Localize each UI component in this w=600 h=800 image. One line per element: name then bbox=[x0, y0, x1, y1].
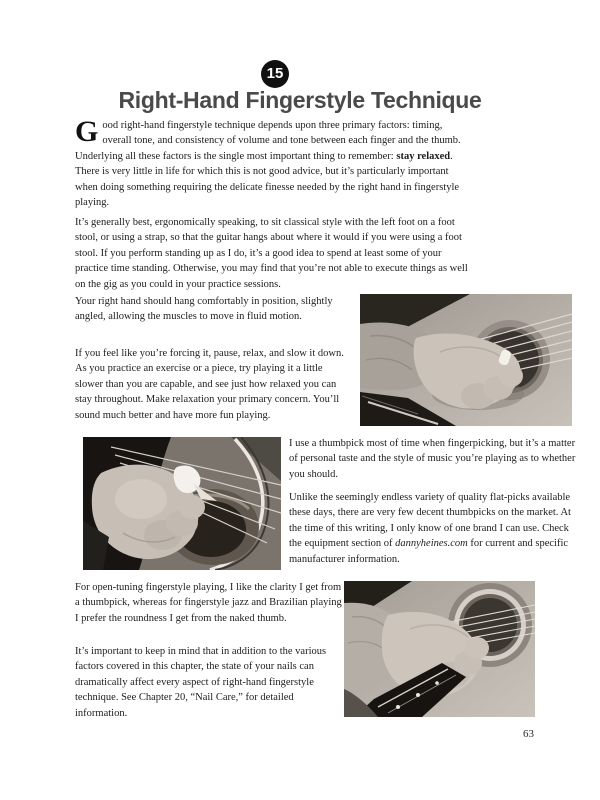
open-tuning-paragraph: For open-tuning fingerstyle playing, I like the clarity I get from a thumbpick, whereas for fingerstyle jazz and Brazilian playing I prefer the roundness I get from the naked thumb. bbox=[75, 582, 342, 624]
thumbpick-preference-paragraph: I use a thumbpick most of time when fingerpicking, but it’s a matter of personal taste and the style of music you’re playing as to whether you should. bbox=[289, 438, 576, 480]
photo-hand-at-fretboard bbox=[344, 581, 535, 717]
intro-text-after-bold: . There is very little in life for which this is not good advice, but it’s particularly important when doing something requiring the delicate finesse needed by the right hand in fingerstyle playing. bbox=[75, 150, 460, 209]
nail-care-note-paragraph: It’s important to keep in mind that in addition to the various factors covered in this chapter, the state of your nails can dramatically affect every aspect of right-hand fingerstyle technique. See Chapter 20, “Nail Care,” for detailed information. bbox=[75, 646, 327, 719]
intro-stay-relaxed-paragraph bbox=[75, 115, 471, 210]
thumbpick-availability-paragraph bbox=[289, 490, 576, 567]
photo-thumbpick-closeup-illustration bbox=[83, 437, 281, 570]
photo-thumbpick-closeup bbox=[83, 437, 281, 570]
photo-hand-over-soundhole bbox=[360, 294, 572, 426]
page-number: 63 bbox=[523, 728, 534, 740]
chapter-number-badge bbox=[261, 60, 289, 88]
relaxation-paragraph: If you feel like you’re forcing it, pause, relax, and slow it down. As you practice an exercise or a piece, try playing it a little slower than you are capable, and see just how relaxed you can stay throughout. Make relaxation your primary concern. You’ll sound much better and have more fun playing. bbox=[75, 348, 344, 421]
photo-hand-over-soundhole-illustration bbox=[360, 294, 572, 426]
website-mention: dannyheines.com bbox=[395, 538, 468, 550]
page-title: Right-Hand Fingerstyle Technique bbox=[118, 87, 482, 113]
intro-text-before-bold: ood right-hand fingerstyle technique depends upon three primary factors: timing, overall tone, and consistency of volume and tone between each finger and the thumb. Underlying all these factors is the single most important thing to remember: bbox=[75, 120, 461, 162]
posture-paragraph: It’s generally best, ergonomically speaking, to sit classical style with the left foot on a foot stool, or using a strap, so that the guitar hangs about where it would if you were using a foot stool. If you perform standing up as I do, it’s a good idea to spend at least some of your practice time standing. Otherwise, you may find that you’re not able to execute things as well on the gig as you could in your practice sessions. bbox=[75, 217, 468, 290]
stay-relaxed-emphasis: stay relaxed bbox=[396, 150, 451, 162]
photo-hand-at-fretboard-illustration bbox=[344, 581, 535, 717]
brands-text-before-italic: Unlike the seemingly endless variety of quality flat-picks available these days, there are very few decent thumbpicks on the market. At the time of this writing, I only know of one brand I can use. Check the equipment section of bbox=[289, 492, 571, 550]
drop-cap: G bbox=[75, 115, 99, 148]
chapter-number: 15 bbox=[266, 65, 284, 82]
hand-position-paragraph: Your right hand should hang comfortably in position, slightly angled, allowing the muscles to move in fluid motion. bbox=[75, 296, 333, 323]
brands-text-after-italic: for current and specific manufacturer information. bbox=[289, 538, 569, 565]
